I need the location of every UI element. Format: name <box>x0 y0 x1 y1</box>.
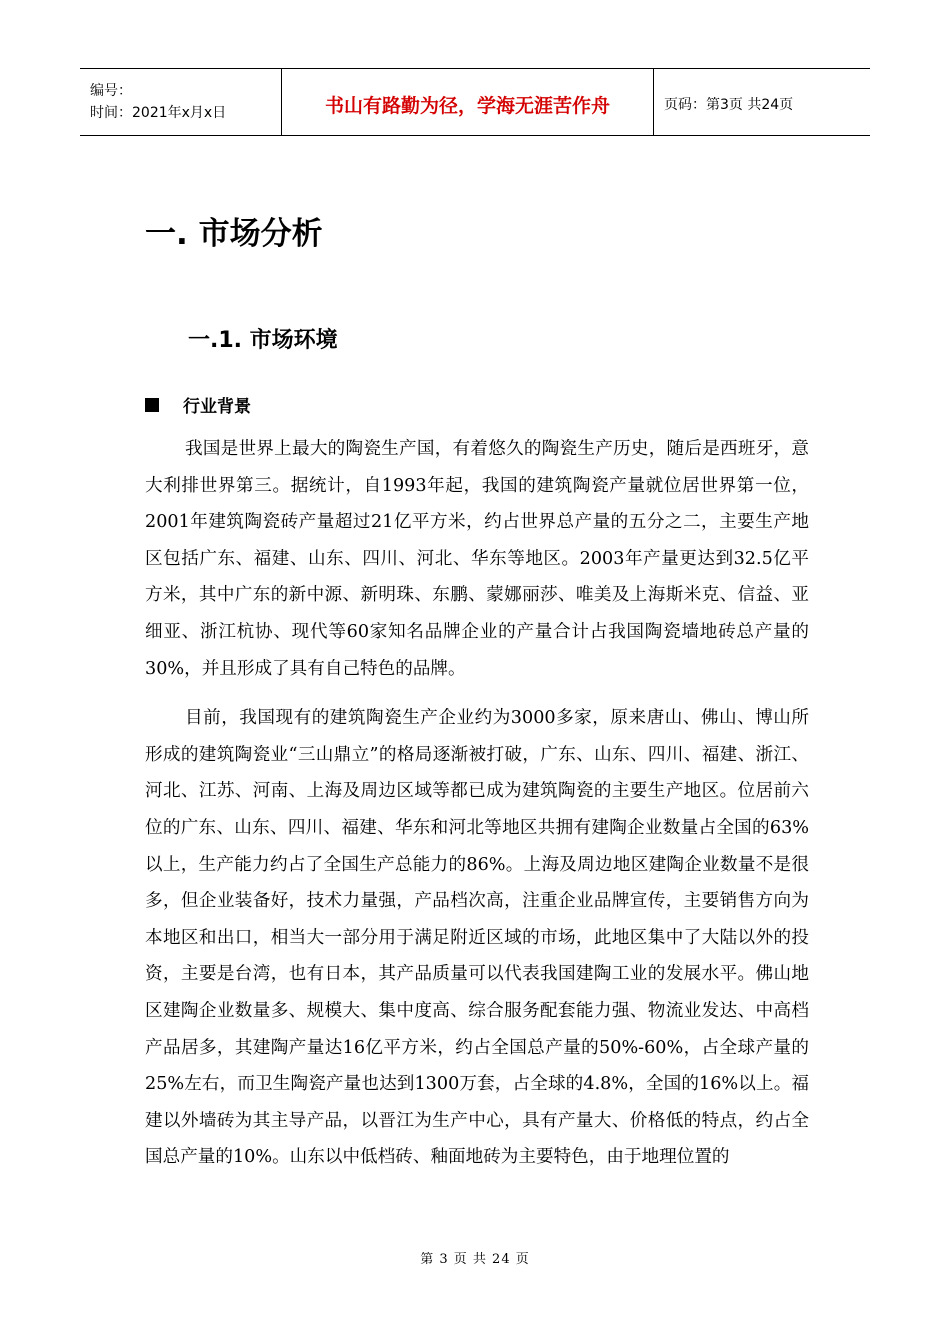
heading-market-analysis: 一. 市场分析 <box>145 216 323 252</box>
motto-text: 书山有路勤为径，学海无涯苦作舟 <box>324 94 610 117</box>
footer-page-number: 第 3 页 共 24 页 <box>420 1252 530 1267</box>
heading-market-environment: 一.1. 市场环境 <box>188 328 338 353</box>
paragraph-2: 目前，我国现有的建筑陶瓷生产企业约为3000多家，原来唐山、佛山、博山所形成的建筑陶瓷业“三山鼎立”的格局逐渐被打破，广东、山东、四川、福建、浙江、河北、江苏、河南、上海及周边区域等都已成为建筑陶瓷的主要生产地区。位居前六位的广东、山东、四川、福建、华东和河北等地区共拥有建陶企业数量占全国的63%以上，生产能力约占了全国生产总能力的86%。上海及周边地区建陶企业数量不是很多，但企业装备好，技术力量强，产品档次高，注重企业品牌宣传，主要销售方向为本地区和出口，相当大一部分用于满足附近区域的市场，此地区集中了大陆以外的投资，主要是台湾，也有日本，其产品质量可以代表我国建陶工业的发展水平。佛山地区建陶企业数量多、规模大、集中度高、综合服务配套能力强、物流业发达、中高档产品居多，其建陶产量达16亿平方米，约占全国总产量的50%-60%，占全球产量的25%左右，而卫生陶瓷产量也达到1300万套，占全球的4.8%，全国的16%以上。福建以外墙砖为其主导产品，以晋江为生产中心，具有产量大、价格低的特点，约占全国总产量的10%。山东以中低档砖、釉面地砖为主要特色，由于地理位置的 <box>145 708 809 1168</box>
section-title: 行业背景 <box>183 397 251 417</box>
document-number-label: 编号： <box>90 83 132 99</box>
page-header <box>80 68 870 136</box>
page-footer <box>0 1248 950 1267</box>
document-body <box>145 431 809 1176</box>
header-motto <box>281 69 654 135</box>
square-bullet-icon <box>145 398 159 412</box>
header-page-code <box>654 69 870 135</box>
section-industry-background <box>145 392 251 417</box>
page-code-text: 页码：第3页 共24页 <box>664 97 794 113</box>
paragraph-1: 我国是世界上最大的陶瓷生产国，有着悠久的陶瓷生产历史，随后是西班牙，意大利排世界第三。据统计，自1993年起，我国的建筑陶瓷产量就位居世界第一位，2001年建筑陶瓷砖产量超过21亿平方米，约占世界总产量的五分之二，主要生产地区包括广东、福建、山东、四川、河北、华东等地区。2003年产量更达到32.5亿平方米，其中广东的新中源、新明珠、东鹏、蒙娜丽莎、唯美及上海斯米克、信益、亚细亚、浙江杭协、现代等60家知名品牌企业的产量合计占我国陶瓷墙地砖总产量的30%，并且形成了具有自己特色的品牌。 <box>145 439 809 679</box>
document-time-label: 时间：2021年x月x日 <box>90 105 227 121</box>
header-meta <box>80 69 281 135</box>
